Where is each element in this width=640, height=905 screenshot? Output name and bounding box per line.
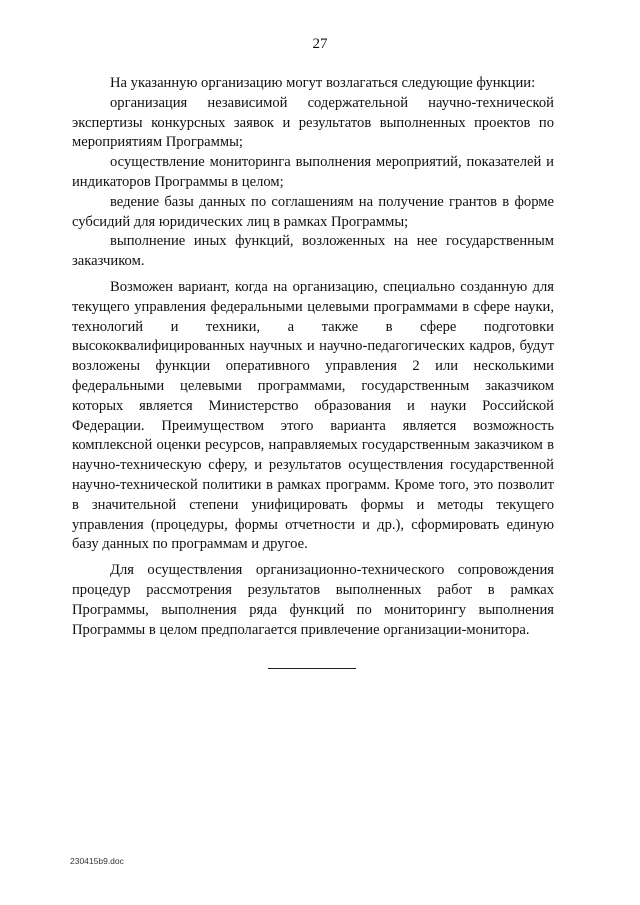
function-item-other: выполнение иных функций, возложенных на нее государственным заказчиком. — [72, 233, 554, 270]
function-item-monitoring: осуществление мониторинга выполнения мероприятий, показателей и индикаторов Программы в целом; — [72, 154, 554, 190]
document-body — [72, 74, 554, 646]
function-item-database: ведение базы данных по соглашениям на получение грантов в форме субсидий для юридических лиц в рамках Программы; — [72, 193, 554, 230]
variant-paragraph: Возможен вариант, когда на организацию, специально созданную для текущего управления федеральными целевыми программами в сфере науки, технологий и техники, а также в сфере подготовки высококвалифицированных научных и научно-педагогических кадров, будут возложены функции оперативного управления 2 или несколькими федеральными целевыми программами, государственным заказчиком которых является Министерство образования и науки Российской Федерации. Преимуществом этого варианта является возможность комплексной оценки ресурсов, направляемых государственным заказчиком в научно-техническую сферу, и результатов осуществления государственной научно-технической политики в рамках программ. Кроме того, это позволит в значительной степени унифицировать формы и методы текущего управления (процедуры, формы отчетности и др.), сформировать единую базу данных по программам и другое. — [72, 278, 554, 553]
monitor-organization-paragraph: Для осуществления организационно-технического сопровождения процедур рассмотрения результатов выполненных работ в рамках Программы, выполнения ряда функций по мониторингу выполнения Программы в целом предполагается привлечение организации-монитора. — [72, 562, 554, 638]
function-item-expertise: организация независимой содержательной научно-технической экспертизы конкурсных заявок и результатов выполненных проектов по мероприятиям Программы; — [72, 94, 554, 151]
file-reference: 230415b9.doc — [70, 856, 124, 866]
intro-paragraph: На указанную организацию могут возлагаться следующие функции: — [110, 75, 536, 91]
end-divider — [268, 668, 356, 669]
page-number: 27 — [312, 36, 328, 52]
